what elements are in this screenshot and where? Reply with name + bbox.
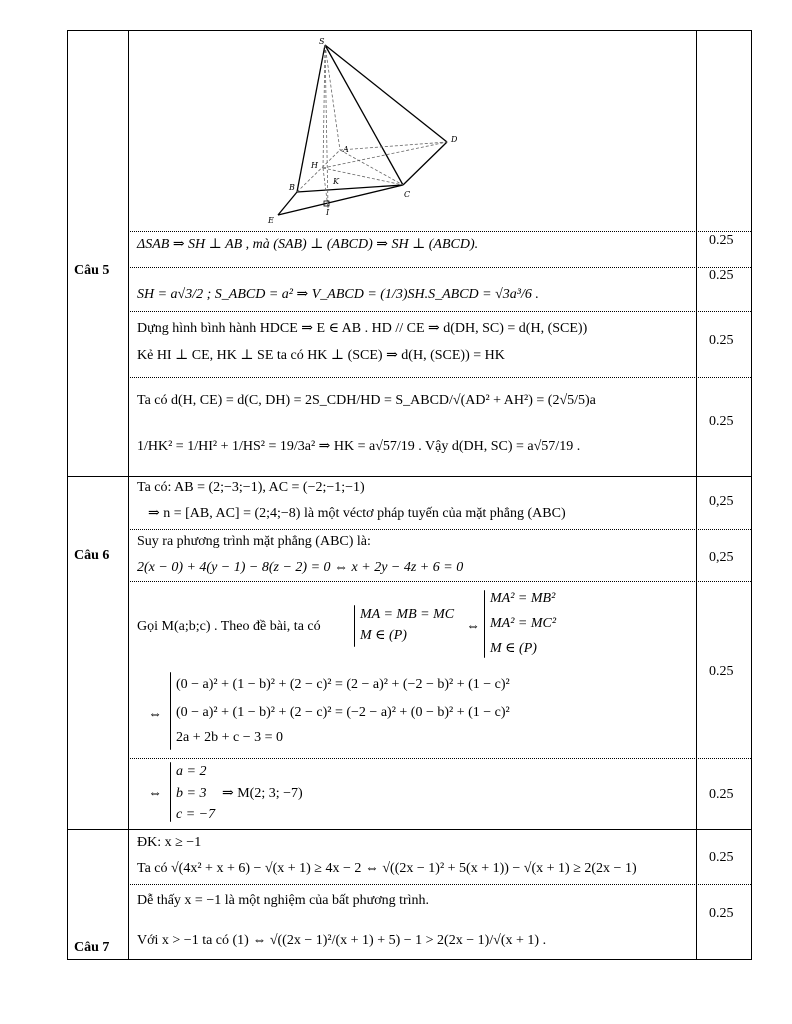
score: 0.25 <box>709 268 734 283</box>
score: 0.25 <box>709 664 734 679</box>
system-1-eq: MA = MB = MC <box>360 607 455 622</box>
row-separator <box>68 476 751 477</box>
cau7-line-2: Ta có √(4x² + x + 6) − √(x + 1) ≥ 4x − 2 ⇔ √((2x − 1)² + 5(x + 1)) − √(x + 1) ≥ 2(2x − 1) <box>137 861 637 876</box>
score: 0.25 <box>709 333 734 348</box>
equiv-symbol: ⇔ <box>466 619 480 634</box>
row-label-cau7: Câu 7 <box>74 940 110 955</box>
sub-separator <box>128 758 751 759</box>
point-label: S <box>319 37 325 46</box>
score: 0,25 <box>709 550 734 565</box>
cau7-line-4: Với x > −1 ta có (1) ⇔ √((2x − 1)²/(x + 1) + 5) − 1 > 2(2x − 1)/√(x + 1) . <box>137 933 547 948</box>
row-label-cau5: Câu 5 <box>74 263 110 278</box>
cau5-line-3: Dựng hình bình hành HDCE ⇒ E ∈ AB . HD // CE ⇒ d(DH, SC) = d(H, (SCE)) <box>137 321 588 336</box>
point-label: D <box>451 135 458 144</box>
cau7-line-1: ĐK: x ≥ −1 <box>137 835 202 850</box>
cau6-line-2: ⇒ n = [AB, AC] = (2;4;−8) là một véctơ pháp tuyến của mặt phẳng (ABC) <box>148 506 566 521</box>
cau5-line-5: Ta có d(H, CE) = d(C, DH) = 2S_CDH/HD = S_ABCD/√(AD² + AH²) = (2√5/5)a <box>137 393 596 408</box>
system-2-eq: MA² = MC² <box>490 616 557 631</box>
score: 0,25 <box>709 494 734 509</box>
point-label: B <box>289 183 295 192</box>
row-separator <box>68 829 751 830</box>
sub-separator <box>128 884 751 885</box>
cau6-line-4: 2(x − 0) + 4(y − 1) − 8(z − 2) = 0 ⇔ x + 2y − 4z + 6 = 0 <box>137 560 464 575</box>
system-brace <box>484 590 485 658</box>
cau6-line-5: Gọi M(a;b;c) . Theo đề bài, ta có <box>137 619 321 634</box>
score: 0.25 <box>709 906 734 921</box>
sub-separator <box>128 267 751 268</box>
col-divider-1 <box>128 31 129 959</box>
point-label: H <box>311 161 318 170</box>
row-label-cau6: Câu 6 <box>74 548 110 563</box>
equiv-symbol: ⇔ <box>148 786 162 801</box>
sub-separator <box>128 377 751 378</box>
score: 0.25 <box>709 233 734 248</box>
system-4-eq: c = −7 <box>176 807 216 822</box>
score: 0.25 <box>709 787 734 802</box>
system-4-eq: b = 3 <box>176 786 207 801</box>
col-divider-2 <box>696 31 697 959</box>
system-brace <box>170 672 171 750</box>
system-1-eq: M ∈ (P) <box>360 628 407 643</box>
pyramid-figure <box>260 36 470 228</box>
point-label: A <box>343 145 349 154</box>
system-3-eq: (0 − a)² + (1 − b)² + (2 − c)² = (−2 − a)² + (0 − b)² + (1 − c)² <box>176 705 510 720</box>
sub-separator <box>128 231 751 232</box>
score: 0.25 <box>709 414 734 429</box>
system-3-eq: 2a + 2b + c − 3 = 0 <box>176 730 284 745</box>
cau5-line-2: SH = a√3/2 ; S_ABCD = a² ⇒ V_ABCD = (1/3)SH.S_ABCD = √3a³/6 . <box>137 287 539 302</box>
cau6-line-3: Suy ra phương trình mặt phẳng (ABC) là: <box>137 534 371 549</box>
point-label: I <box>326 208 330 217</box>
system-4-eq: a = 2 <box>176 764 207 779</box>
sub-separator <box>128 529 751 530</box>
cau5-line-4: Kẻ HI ⊥ CE, HK ⊥ SE ta có HK ⊥ (SCE) ⇒ d(H, (SCE)) = HK <box>137 348 505 363</box>
cau7-line-3: Dễ thấy x = −1 là một nghiệm của bất phương trình. <box>137 893 430 908</box>
result-point: ⇒ M(2; 3; −7) <box>222 786 303 801</box>
system-3-eq: (0 − a)² + (1 − b)² + (2 − c)² = (2 − a)² + (−2 − b)² + (1 − c)² <box>176 677 510 692</box>
sub-separator <box>128 581 751 582</box>
system-2-eq: M ∈ (P) <box>490 641 537 656</box>
cau5-line-6: 1/HK² = 1/HI² + 1/HS² = 19/3a² ⇒ HK = a√57/19 . Vậy d(DH, SC) = a√57/19 . <box>137 439 581 454</box>
cau5-line-1: ΔSAB ⇒ SH ⊥ AB , mà (SAB) ⊥ (ABCD) ⇒ SH ⊥ (ABCD). <box>137 237 479 252</box>
system-brace <box>170 762 171 822</box>
sub-separator <box>128 311 751 312</box>
system-brace <box>354 605 355 647</box>
cau6-line-1: Ta có: AB = (2;−3;−1), AC = (−2;−1;−1) <box>137 480 365 495</box>
point-label: K <box>333 177 339 186</box>
score: 0.25 <box>709 850 734 865</box>
equiv-symbol: ⇔ <box>148 707 162 722</box>
system-2-eq: MA² = MB² <box>490 591 556 606</box>
point-label: E <box>268 216 274 225</box>
point-label: C <box>404 190 411 199</box>
